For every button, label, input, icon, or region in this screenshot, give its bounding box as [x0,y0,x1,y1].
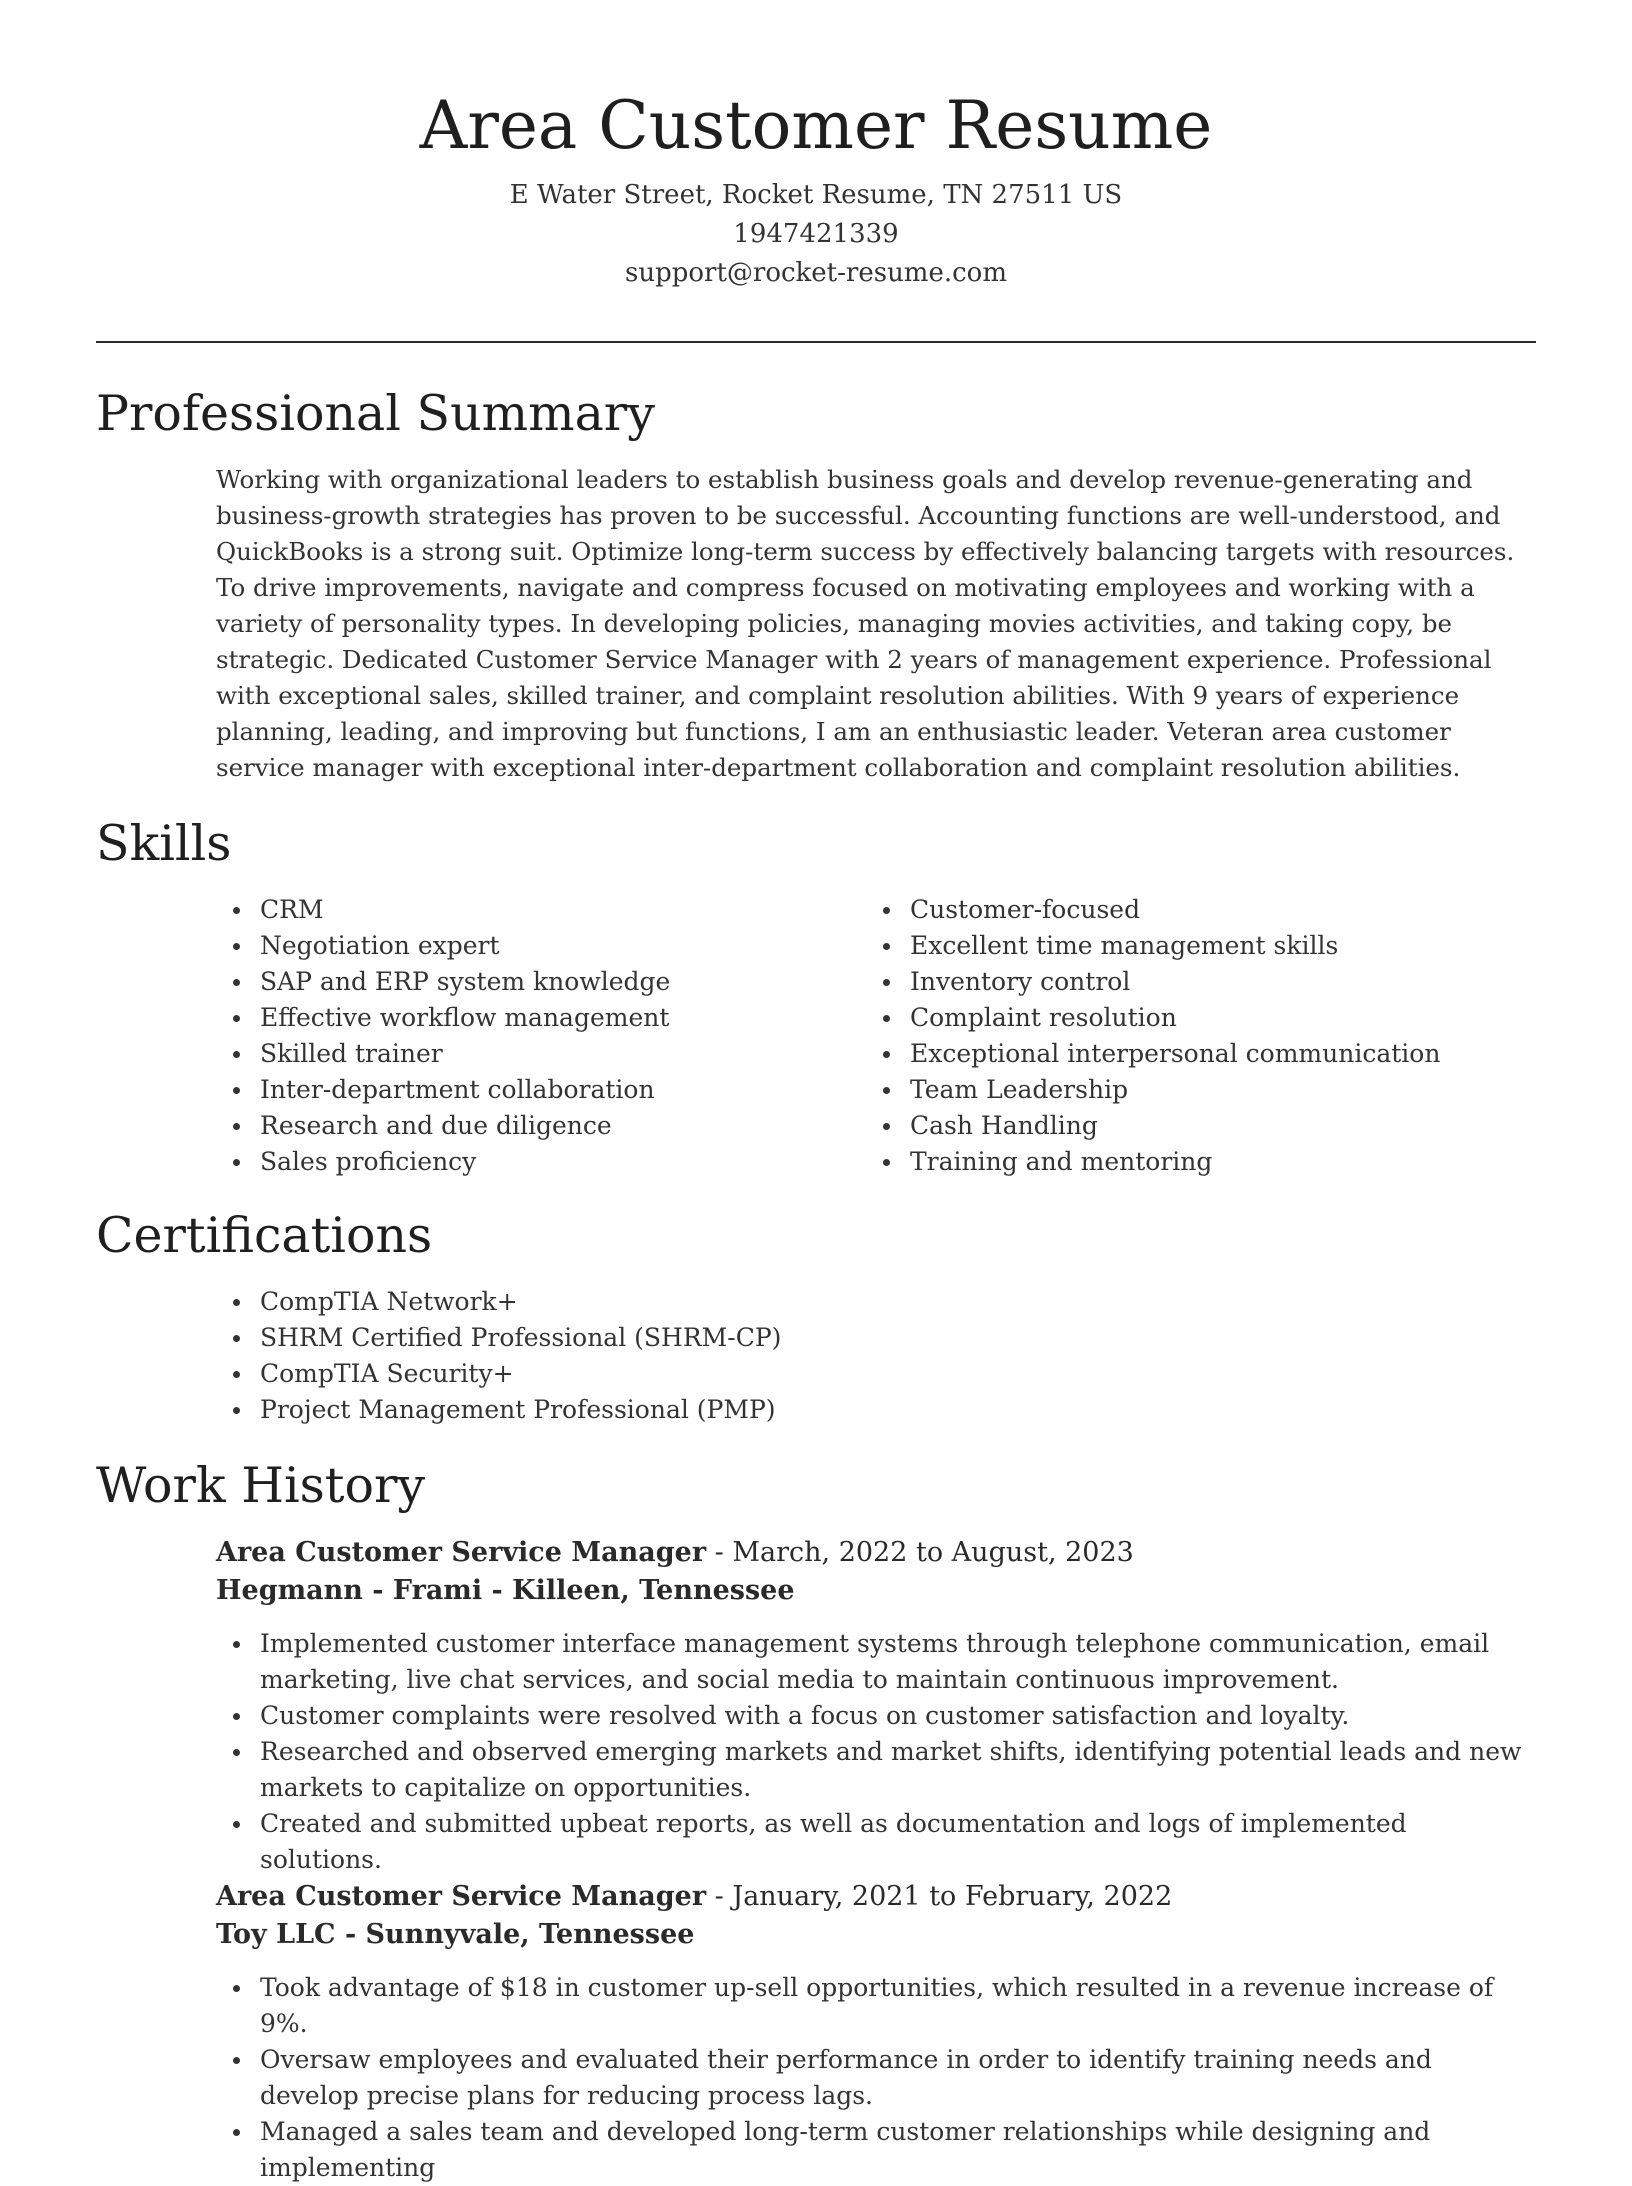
skill-item: Team Leadership [866,1072,1526,1108]
certifications-list [216,1284,1516,1428]
job-bullets [216,1970,1536,2186]
skill-item: Exceptional interpersonal communication [866,1036,1526,1072]
contact-address: E Water Street, Rocket Resume, TN 27511 US [509,180,1123,210]
skill-item: Inventory control [866,964,1526,1000]
skill-item: Skilled trainer [216,1036,856,1072]
skill-item: Effective workflow management [216,1000,856,1036]
certification-item: CompTIA Security+ [216,1356,1516,1392]
job-title-line [216,1878,1536,1916]
contact-email: support@rocket-resume.com [624,258,1007,288]
skill-item: Cash Handling [866,1108,1526,1144]
skill-item: Customer-focused [866,892,1526,928]
job-bullet: Customer complaints were resolved with a focus on customer satisfaction and loyalty. [216,1698,1536,1734]
job-bullet: Researched and observed emerging markets and market shifts, identifying potential leads and new markets to capitalize on opportunities. [216,1734,1536,1806]
job-bullet: Managed a sales team and developed long-term customer relationships while designing and implementing [216,2114,1536,2186]
certification-item: SHRM Certified Professional (SHRM-CP) [216,1320,1516,1356]
skill-item: Sales proficiency [216,1144,856,1180]
skills-list-right [866,892,1526,1180]
job-entry [216,1534,1536,1878]
skill-item: Complaint resolution [866,1000,1526,1036]
skill-item: Negotiation expert [216,928,856,964]
job-bullet: Oversaw employees and evaluated their performance in order to identify training needs and develop precise plans for reducing process lags. [216,2042,1536,2114]
summary-heading: Professional Summary [96,385,655,442]
job-bullet: Took advantage of $18 in customer up-sell opportunities, which resulted in a revenue increase of 9%. [216,1970,1536,2042]
job-dates: - January, 2021 to February, 2022 [706,1881,1173,1912]
skill-item: SAP and ERP system knowledge [216,964,856,1000]
job-bullet: Created and submitted upbeat reports, as well as documentation and logs of implemented solutions. [216,1806,1536,1878]
work-history-heading: Work History [96,1457,426,1514]
job-bullet: Implemented customer interface management systems through telephone communication, email marketing, live chat services, and social media to maintain continuous improvement. [216,1626,1536,1698]
skill-item: Research and due diligence [216,1108,856,1144]
job-company: Hegmann - Frami - Killeen, Tennessee [216,1575,795,1606]
header-divider [96,341,1536,343]
skills-list-left [216,892,856,1180]
resume-header [0,78,1632,293]
summary-text: Working with organizational leaders to establish business goals and develop revenue-generating and business-growth strategies has proven to be successful. Accounting functions are well-understood, and QuickBooks is a strong suit. Optimize long-term success by effectively balancing targets with resources. To drive improvements, navigate and compress focused on motivating employees and working with a variety of personality types. In developing policies, managing movies activities, and taking copy, be strategic. Dedicated Customer Service Manager with 2 years of management experience. Professional with exceptional sales, skilled trainer, and complaint resolution abilities. With 9 years of experience planning, leading, and improving but functions, I am an enthusiastic leader. Veteran area customer service manager with exceptional inter-department collaboration and complaint resolution abilities. [216,465,1515,782]
job-role: Area Customer Service Manager [216,1881,707,1912]
skill-item: Excellent time management skills [866,928,1526,964]
job-title-line [216,1534,1536,1572]
certification-item: Project Management Professional (PMP) [216,1392,1516,1428]
skills-heading: Skills [96,815,232,872]
job-company: Toy LLC - Sunnyvale, Tennessee [216,1919,695,1950]
job-entry [216,1878,1536,2186]
skill-item: CRM [216,892,856,928]
skill-item: Inter-department collaboration [216,1072,856,1108]
job-dates: - March, 2022 to August, 2023 [706,1537,1134,1568]
job-role: Area Customer Service Manager [216,1537,707,1568]
resume-title: Area Customer Resume [419,87,1213,164]
contact-phone: 1947421339 [733,219,899,249]
certification-item: CompTIA Network+ [216,1284,1516,1320]
skill-item: Training and mentoring [866,1144,1526,1180]
job-bullets [216,1626,1536,1878]
certifications-heading: Certifications [96,1207,433,1264]
